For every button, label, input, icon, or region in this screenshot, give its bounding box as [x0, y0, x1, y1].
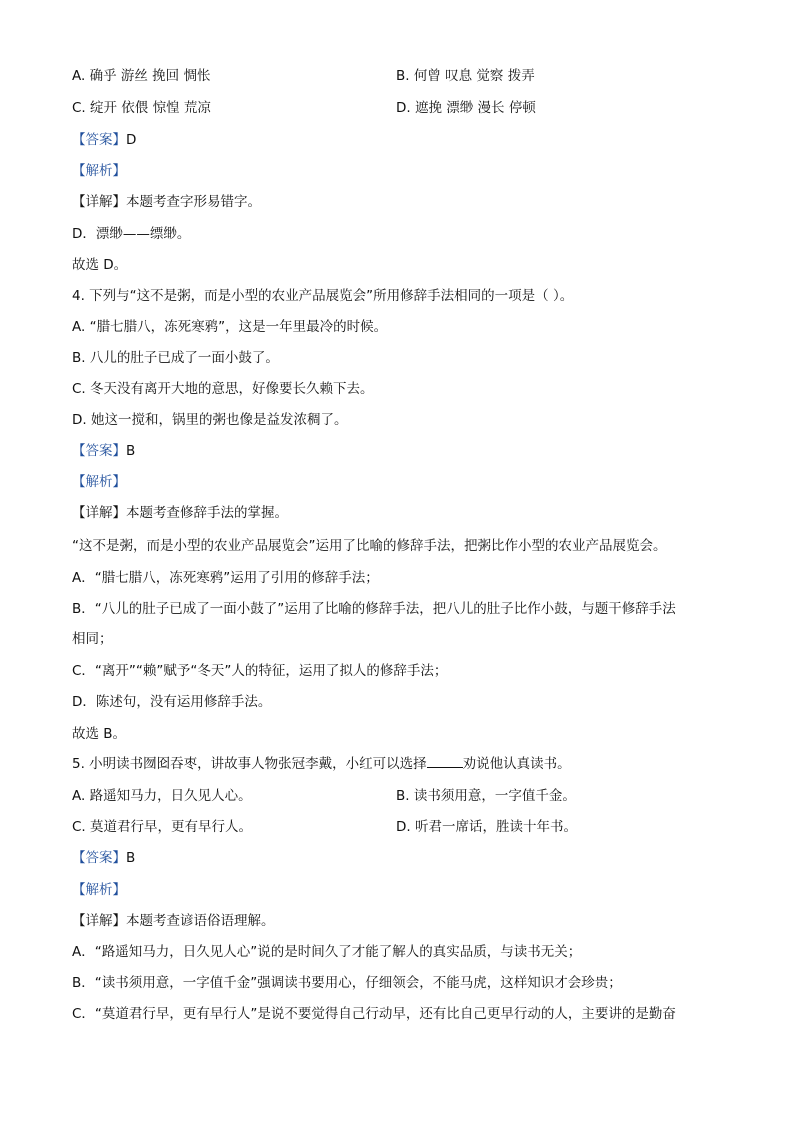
q4-explanation-line: 相同； — [72, 631, 113, 647]
q3-explanation-line: D．漂缈——缥缈。 — [72, 226, 191, 242]
q4-answer — [72, 442, 135, 460]
q3-analysis — [72, 162, 126, 180]
q3-detail — [72, 193, 261, 211]
q4-option-b: B. 八儿的肚子已成了一面小鼓了。 — [72, 350, 279, 366]
q4-explanation-line: B．“八儿的肚子已成了一面小鼓了”运用了比喻的修辞手法，把八儿的肚子比作小鼓，与题干修辞手法 — [72, 601, 676, 617]
detail-label: 【详解】 — [72, 194, 126, 210]
analysis-label: 【解析】 — [72, 882, 126, 898]
answer-value: B — [126, 443, 136, 459]
q4-option-d: D. 她这一搅和，锅里的粥也像是益发浓稠了。 — [72, 412, 348, 428]
q4-question: 4. 下列与“这不是粥，而是小型的农业产品展览会”所用修辞手法相同的一项是（ ）。 — [72, 288, 574, 304]
answer-value: D — [126, 132, 137, 148]
q5-question-text: 5. 小明读书囫囵吞枣，讲故事人物张冠李戴，小红可以选择 — [72, 756, 427, 772]
q4-explanation-line: A．“腊七腊八，冻死寒鸦”运用了引用的修辞手法； — [72, 570, 379, 586]
q4-option-c: C. 冬天没有离开大地的意思，好像要长久赖下去。 — [72, 381, 374, 397]
q3-option-c: C. 绽开 依偎 惊惶 荒凉 — [72, 100, 211, 116]
q3-conclusion: 故选 D。 — [72, 257, 128, 273]
detail-text: 本题考查谚语俗语理解。 — [126, 913, 275, 929]
analysis-label: 【解析】 — [72, 474, 126, 490]
answer-label: 【答案】 — [72, 443, 126, 459]
q4-explanation-line: C．“离开”“赖”赋予“冬天”人的特征，运用了拟人的修辞手法； — [72, 663, 448, 679]
q5-detail — [72, 912, 275, 930]
q4-conclusion: 故选 B。 — [72, 726, 127, 742]
detail-label: 【详解】 — [72, 913, 126, 929]
q5-question-text-end: 劝说他认真读书。 — [462, 756, 571, 772]
q4-option-a: A. “腊七腊八，冻死寒鸦”，这是一年里最冷的时候。 — [72, 319, 388, 335]
q5-explanation-line: A．“路遥知马力，日久见人心”说的是时间久了才能了解人的真实品质，与读书无关； — [72, 944, 582, 960]
q3-option-a: A. 确乎 游丝 挽回 惆怅 — [72, 68, 211, 84]
q3-answer — [72, 131, 136, 149]
analysis-label: 【解析】 — [72, 163, 126, 179]
q5-answer — [72, 849, 135, 867]
answer-blank — [427, 755, 463, 768]
q3-option-d: D. 遮挽 漂缈 漫长 停顿 — [396, 100, 536, 116]
q5-option-b: B. 读书须用意，一字值千金。 — [396, 788, 576, 804]
q5-option-a: A. 路遥知马力，日久见人心。 — [72, 788, 252, 804]
q5-explanation-line: B．“读书须用意，一字值千金”强调读书要用心，仔细领会，不能马虎，这样知识才会珍贵； — [72, 975, 622, 991]
q4-analysis — [72, 473, 126, 491]
detail-label: 【详解】 — [72, 505, 126, 521]
answer-label: 【答案】 — [72, 132, 126, 148]
q5-option-c: C. 莫道君行早，更有早行人。 — [72, 819, 253, 835]
q5-analysis — [72, 881, 126, 899]
answer-label: 【答案】 — [72, 850, 126, 866]
q5-explanation-line: C．“莫道君行早，更有早行人”是说不要觉得自己行动早，还有比自己更早行动的人，主要讲的是勤奋 — [72, 1006, 676, 1022]
q4-detail — [72, 504, 288, 522]
q3-option-b: B. 何曾 叹息 觉察 拨弄 — [396, 68, 535, 84]
detail-text: 本题考查修辞手法的掌握。 — [126, 505, 288, 521]
q4-explanation-line: D．陈述句，没有运用修辞手法。 — [72, 694, 272, 710]
q4-explanation-line: “这不是粥，而是小型的农业产品展览会”运用了比喻的修辞手法，把粥比作小型的农业产品展览会。 — [72, 538, 667, 554]
q5-option-d: D. 听君一席话，胜读十年书。 — [396, 819, 577, 835]
answer-value: B — [126, 850, 136, 866]
detail-text: 本题考查字形易错字。 — [126, 194, 261, 210]
q5-question — [72, 755, 571, 773]
